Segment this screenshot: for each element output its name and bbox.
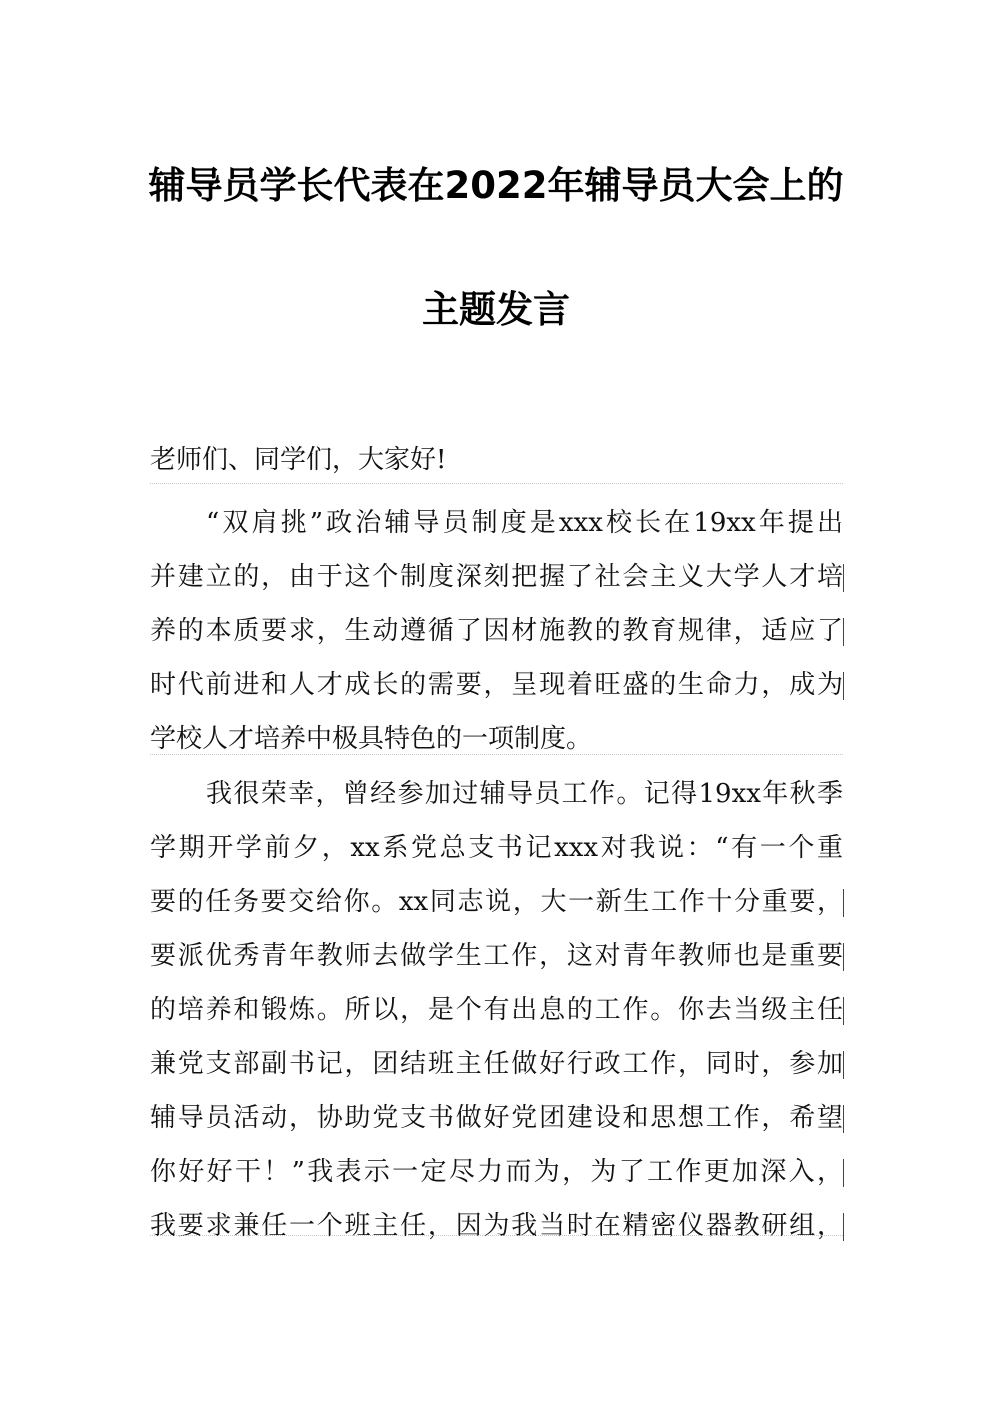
- paragraph-2: [150, 767, 843, 1253]
- line-edge-marker: [843, 1159, 844, 1187]
- line-text: “双肩挑”政治辅导员制度是xxx校长在19xx年提出: [206, 508, 843, 538]
- line-text: 学期开学前夕，xx系党总支书记xxx对我说：“有一个重: [150, 833, 843, 863]
- line-edge-marker: [843, 1213, 844, 1241]
- paragraph-line: [150, 712, 843, 766]
- line-text: 要派优秀青年教师去做学生工作，这对青年教师也是重要: [150, 941, 843, 971]
- paragraph-line: [150, 1145, 843, 1199]
- line-edge-marker: [843, 618, 844, 646]
- line-text: 我很荣幸，曾经参加过辅导员工作。记得19xx年秋季: [206, 779, 843, 809]
- paragraph-line: [150, 604, 843, 658]
- document-title-line-1: 辅导员学长代表在2022年辅导员大会上的: [148, 164, 844, 207]
- line-text: 并建立的，由于这个制度深刻把握了社会主义大学人才培: [150, 562, 843, 592]
- line-text: 你好好干！”我表示一定尽力而为，为了工作更加深入，: [150, 1157, 843, 1187]
- paragraph-divider: [150, 754, 843, 755]
- line-text: 时代前进和人才成长的需要，呈现着旺盛的生命力，成为: [150, 670, 843, 700]
- page-bottom-divider: [150, 1235, 843, 1236]
- paragraph-line: [150, 821, 843, 875]
- line-text: 兼党支部副书记，团结班主任做好行政工作，同时，参加: [150, 1049, 843, 1079]
- greeting: 老师们、同学们，大家好!: [150, 445, 447, 475]
- paragraph-line: [150, 1091, 843, 1145]
- paragraph-line: [150, 1037, 843, 1091]
- paragraph-line: [150, 767, 843, 821]
- line-edge-marker: [843, 564, 844, 592]
- line-edge-marker: [843, 943, 844, 971]
- paragraph-line: [150, 875, 843, 929]
- line-edge-marker: [843, 997, 844, 1025]
- line-text: 养的本质要求，生动遵循了因材施教的教育规律，适应了: [150, 616, 843, 646]
- paragraph-line: [150, 550, 843, 604]
- paragraph-1: [150, 496, 843, 766]
- line-edge-marker: [843, 672, 844, 700]
- line-text: 我要求兼任一个班主任，因为我当时在精密仪器教研组，: [150, 1211, 843, 1241]
- paragraph-line: [150, 658, 843, 712]
- line-text: 要的任务要交给你。xx同志说，大一新生工作十分重要，: [150, 887, 843, 917]
- document-title-line-2: 主题发言: [422, 288, 570, 331]
- line-text: 的培养和锻炼。所以，是个有出息的工作。你去当级主任: [150, 995, 843, 1025]
- line-edge-marker: [843, 1051, 844, 1079]
- line-edge-marker: [843, 889, 844, 917]
- paragraph-line: [150, 1199, 843, 1253]
- paragraph-line: [150, 929, 843, 983]
- paragraph-divider: [150, 483, 843, 484]
- line-text: 学校人才培养中极具特色的一项制度。: [150, 724, 593, 754]
- line-text: 辅导员活动，协助党支书做好党团建设和思想工作，希望: [150, 1103, 843, 1133]
- paragraph-line: [150, 983, 843, 1037]
- line-edge-marker: [843, 1105, 844, 1133]
- paragraph-line: [150, 496, 843, 550]
